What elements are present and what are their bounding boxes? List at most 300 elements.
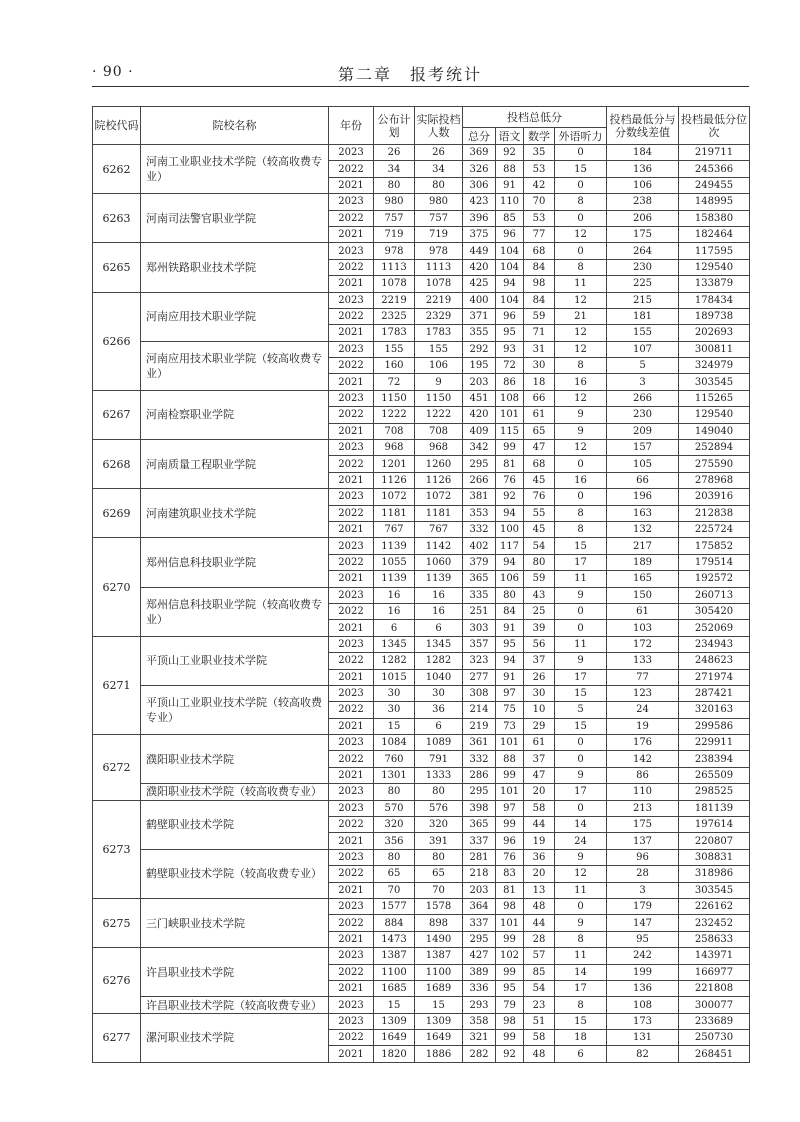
listening-cell: 0 [555, 243, 607, 259]
diff-cell: 230 [607, 407, 679, 423]
year-cell: 2021 [329, 620, 374, 636]
listening-cell: 0 [555, 800, 607, 816]
diff-cell: 217 [607, 538, 679, 554]
listening-cell: 0 [555, 210, 607, 226]
rank-cell: 226162 [679, 898, 750, 914]
actual-cell: 34 [415, 161, 463, 177]
total-cell: 281 [463, 849, 496, 865]
diff-cell: 136 [607, 161, 679, 177]
chinese-cell: 73 [496, 718, 524, 734]
listening-cell: 0 [555, 456, 607, 472]
diff-cell: 110 [607, 784, 679, 800]
listening-cell: 12 [555, 866, 607, 882]
header-rule [92, 86, 749, 87]
col-header-rank: 投档最低分位次 [679, 107, 750, 145]
diff-cell: 107 [607, 341, 679, 357]
plan-cell: 6 [374, 620, 415, 636]
year-cell: 2023 [329, 685, 374, 701]
chinese-cell: 97 [496, 685, 524, 701]
listening-cell: 11 [555, 571, 607, 587]
diff-cell: 206 [607, 210, 679, 226]
actual-cell: 1181 [415, 505, 463, 521]
chinese-cell: 84 [496, 603, 524, 619]
listening-cell: 17 [555, 554, 607, 570]
table-body [93, 145, 750, 1063]
math-cell: 43 [524, 587, 555, 603]
total-cell: 425 [463, 276, 496, 292]
year-cell: 2022 [329, 603, 374, 619]
chinese-cell: 91 [496, 620, 524, 636]
plan-cell: 719 [374, 226, 415, 242]
total-cell: 396 [463, 210, 496, 226]
listening-cell: 15 [555, 718, 607, 734]
plan-cell: 1309 [374, 1013, 415, 1029]
total-cell: 355 [463, 325, 496, 341]
math-cell: 68 [524, 243, 555, 259]
college-name-cell: 鹤壁职业技术学院（较高收费专业） [141, 849, 329, 898]
year-cell: 2022 [329, 554, 374, 570]
diff-cell: 147 [607, 915, 679, 931]
total-cell: 295 [463, 931, 496, 947]
year-cell: 2022 [329, 505, 374, 521]
rank-cell: 166977 [679, 964, 750, 980]
math-cell: 58 [524, 800, 555, 816]
math-cell: 70 [524, 194, 555, 210]
chinese-cell: 98 [496, 898, 524, 914]
diff-cell: 155 [607, 325, 679, 341]
math-cell: 13 [524, 882, 555, 898]
table-row [93, 685, 750, 701]
chinese-cell: 95 [496, 980, 524, 996]
plan-cell: 1387 [374, 948, 415, 964]
chinese-cell: 115 [496, 423, 524, 439]
college-name-cell: 濮阳职业技术学院（较高收费专业） [141, 784, 329, 800]
diff-cell: 175 [607, 817, 679, 833]
total-cell: 409 [463, 423, 496, 439]
diff-cell: 77 [607, 669, 679, 685]
table-row [93, 538, 750, 554]
actual-cell: 36 [415, 702, 463, 718]
rank-cell: 197614 [679, 817, 750, 833]
chinese-cell: 108 [496, 390, 524, 406]
listening-cell: 18 [555, 1030, 607, 1046]
chinese-cell: 76 [496, 472, 524, 488]
actual-cell: 1040 [415, 669, 463, 685]
listening-cell: 0 [555, 620, 607, 636]
listening-cell: 0 [555, 898, 607, 914]
year-cell: 2023 [329, 489, 374, 505]
plan-cell: 1649 [374, 1030, 415, 1046]
chinese-cell: 94 [496, 276, 524, 292]
total-cell: 326 [463, 161, 496, 177]
actual-cell: 26 [415, 145, 463, 161]
math-cell: 56 [524, 636, 555, 652]
diff-cell: 137 [607, 833, 679, 849]
chinese-cell: 83 [496, 866, 524, 882]
year-cell: 2022 [329, 358, 374, 374]
rank-cell: 248623 [679, 653, 750, 669]
plan-cell: 1139 [374, 571, 415, 587]
actual-cell: 791 [415, 751, 463, 767]
rank-cell: 115265 [679, 390, 750, 406]
rank-cell: 233689 [679, 1013, 750, 1029]
year-cell: 2021 [329, 374, 374, 390]
plan-cell: 1072 [374, 489, 415, 505]
actual-cell: 155 [415, 341, 463, 357]
chinese-cell: 100 [496, 521, 524, 537]
listening-cell: 15 [555, 538, 607, 554]
chinese-cell: 94 [496, 505, 524, 521]
year-cell: 2022 [329, 161, 374, 177]
year-cell: 2023 [329, 390, 374, 406]
total-cell: 218 [463, 866, 496, 882]
diff-cell: 66 [607, 472, 679, 488]
rank-cell: 300811 [679, 341, 750, 357]
total-cell: 342 [463, 440, 496, 456]
table-row [93, 243, 750, 259]
rank-cell: 117595 [679, 243, 750, 259]
math-cell: 55 [524, 505, 555, 521]
total-cell: 358 [463, 1013, 496, 1029]
table-row [93, 800, 750, 816]
total-cell: 332 [463, 521, 496, 537]
actual-cell: 1113 [415, 259, 463, 275]
rank-cell: 192572 [679, 571, 750, 587]
diff-cell: 28 [607, 866, 679, 882]
college-code-cell: 6263 [93, 194, 141, 243]
listening-cell: 21 [555, 308, 607, 324]
rank-cell: 278968 [679, 472, 750, 488]
year-cell: 2023 [329, 948, 374, 964]
actual-cell: 1060 [415, 554, 463, 570]
diff-cell: 173 [607, 1013, 679, 1029]
college-code-cell: 6267 [93, 390, 141, 439]
chinese-cell: 72 [496, 358, 524, 374]
math-cell: 45 [524, 472, 555, 488]
table-row [93, 784, 750, 800]
rank-cell: 250730 [679, 1030, 750, 1046]
col-header-diff: 投档最低分与分数线差值 [607, 107, 679, 145]
table-row [93, 898, 750, 914]
actual-cell: 80 [415, 784, 463, 800]
rank-cell: 229911 [679, 735, 750, 751]
math-cell: 59 [524, 571, 555, 587]
actual-cell: 6 [415, 718, 463, 734]
plan-cell: 1181 [374, 505, 415, 521]
total-cell: 364 [463, 898, 496, 914]
chinese-cell: 99 [496, 931, 524, 947]
rank-cell: 225724 [679, 521, 750, 537]
total-cell: 282 [463, 1046, 496, 1062]
actual-cell: 898 [415, 915, 463, 931]
plan-cell: 155 [374, 341, 415, 357]
year-cell: 2023 [329, 784, 374, 800]
year-cell: 2022 [329, 964, 374, 980]
chinese-cell: 92 [496, 489, 524, 505]
diff-cell: 61 [607, 603, 679, 619]
math-cell: 45 [524, 521, 555, 537]
chinese-cell: 117 [496, 538, 524, 554]
rank-cell: 287421 [679, 685, 750, 701]
plan-cell: 2325 [374, 308, 415, 324]
math-cell: 37 [524, 653, 555, 669]
rank-cell: 303545 [679, 374, 750, 390]
actual-cell: 1072 [415, 489, 463, 505]
actual-cell: 16 [415, 603, 463, 619]
listening-cell: 17 [555, 980, 607, 996]
plan-cell: 2219 [374, 292, 415, 308]
total-cell: 451 [463, 390, 496, 406]
year-cell: 2022 [329, 751, 374, 767]
rank-cell: 260713 [679, 587, 750, 603]
diff-cell: 184 [607, 145, 679, 161]
chinese-cell: 91 [496, 669, 524, 685]
college-name-cell: 郑州信息科技职业学院（较高收费专业） [141, 587, 329, 636]
actual-cell: 978 [415, 243, 463, 259]
actual-cell: 1387 [415, 948, 463, 964]
college-code-cell: 6266 [93, 292, 141, 390]
chinese-cell: 79 [496, 997, 524, 1013]
total-cell: 332 [463, 751, 496, 767]
plan-cell: 978 [374, 243, 415, 259]
chinese-cell: 96 [496, 308, 524, 324]
college-code-cell: 6269 [93, 489, 141, 538]
diff-cell: 133 [607, 653, 679, 669]
total-cell: 371 [463, 308, 496, 324]
listening-cell: 9 [555, 423, 607, 439]
diff-cell: 106 [607, 177, 679, 193]
chinese-cell: 101 [496, 735, 524, 751]
math-cell: 84 [524, 292, 555, 308]
chinese-cell: 92 [496, 1046, 524, 1062]
chinese-cell: 99 [496, 767, 524, 783]
chinese-cell: 95 [496, 325, 524, 341]
table-row [93, 1013, 750, 1029]
plan-cell: 70 [374, 882, 415, 898]
rank-cell: 220807 [679, 833, 750, 849]
plan-cell: 15 [374, 997, 415, 1013]
total-cell: 277 [463, 669, 496, 685]
total-cell: 381 [463, 489, 496, 505]
diff-cell: 103 [607, 620, 679, 636]
total-cell: 353 [463, 505, 496, 521]
college-code-cell: 6272 [93, 735, 141, 801]
admission-statistics-table [92, 106, 750, 1063]
rank-cell: 252894 [679, 440, 750, 456]
year-cell: 2021 [329, 980, 374, 996]
chinese-cell: 101 [496, 915, 524, 931]
plan-cell: 1100 [374, 964, 415, 980]
listening-cell: 17 [555, 669, 607, 685]
listening-cell: 9 [555, 407, 607, 423]
table-row [93, 997, 750, 1013]
year-cell: 2023 [329, 538, 374, 554]
table-row [93, 341, 750, 357]
year-cell: 2021 [329, 767, 374, 783]
year-cell: 2022 [329, 866, 374, 882]
math-cell: 31 [524, 341, 555, 357]
total-cell: 365 [463, 571, 496, 587]
diff-cell: 199 [607, 964, 679, 980]
math-cell: 39 [524, 620, 555, 636]
plan-cell: 1084 [374, 735, 415, 751]
math-cell: 76 [524, 489, 555, 505]
page-number: · 90 · [92, 64, 134, 80]
listening-cell: 8 [555, 194, 607, 210]
diff-cell: 266 [607, 390, 679, 406]
rank-cell: 221808 [679, 980, 750, 996]
college-name-cell: 平顶山工业职业技术学院（较高收费专业） [141, 685, 329, 734]
listening-cell: 12 [555, 390, 607, 406]
actual-cell: 320 [415, 817, 463, 833]
math-cell: 59 [524, 308, 555, 324]
total-cell: 321 [463, 1030, 496, 1046]
plan-cell: 30 [374, 702, 415, 718]
rank-cell: 212838 [679, 505, 750, 521]
actual-cell: 1333 [415, 767, 463, 783]
year-cell: 2022 [329, 210, 374, 226]
college-name-cell: 三门峡职业技术学院 [141, 898, 329, 947]
math-cell: 71 [524, 325, 555, 341]
plan-cell: 30 [374, 685, 415, 701]
rank-cell: 148995 [679, 194, 750, 210]
college-name-cell: 许昌职业技术学院 [141, 948, 329, 997]
year-cell: 2023 [329, 849, 374, 865]
plan-cell: 1282 [374, 653, 415, 669]
diff-cell: 131 [607, 1030, 679, 1046]
year-cell: 2022 [329, 407, 374, 423]
diff-cell: 181 [607, 308, 679, 324]
college-code-cell: 6277 [93, 1013, 141, 1062]
listening-cell: 0 [555, 751, 607, 767]
college-code-cell: 6271 [93, 636, 141, 734]
listening-cell: 12 [555, 325, 607, 341]
math-cell: 77 [524, 226, 555, 242]
year-cell: 2023 [329, 341, 374, 357]
year-cell: 2023 [329, 997, 374, 1013]
chinese-cell: 110 [496, 194, 524, 210]
table-row [93, 145, 750, 161]
math-cell: 18 [524, 374, 555, 390]
plan-cell: 80 [374, 784, 415, 800]
diff-cell: 189 [607, 554, 679, 570]
plan-cell: 1473 [374, 931, 415, 947]
total-cell: 336 [463, 980, 496, 996]
total-cell: 365 [463, 817, 496, 833]
plan-cell: 72 [374, 374, 415, 390]
listening-cell: 8 [555, 997, 607, 1013]
col-header-math: 数学 [524, 128, 555, 145]
actual-cell: 1142 [415, 538, 463, 554]
plan-cell: 1126 [374, 472, 415, 488]
listening-cell: 12 [555, 292, 607, 308]
total-cell: 203 [463, 882, 496, 898]
listening-cell: 15 [555, 685, 607, 701]
listening-cell: 9 [555, 587, 607, 603]
rank-cell: 308831 [679, 849, 750, 865]
admission-table-container [92, 106, 749, 1063]
diff-cell: 176 [607, 735, 679, 751]
college-name-cell: 濮阳职业技术学院 [141, 735, 329, 784]
year-cell: 2021 [329, 571, 374, 587]
total-cell: 203 [463, 374, 496, 390]
listening-cell: 8 [555, 358, 607, 374]
plan-cell: 26 [374, 145, 415, 161]
year-cell: 2021 [329, 226, 374, 242]
plan-cell: 1577 [374, 898, 415, 914]
math-cell: 28 [524, 931, 555, 947]
listening-cell: 11 [555, 948, 607, 964]
table-row [93, 390, 750, 406]
total-cell: 292 [463, 341, 496, 357]
plan-cell: 1345 [374, 636, 415, 652]
actual-cell: 1126 [415, 472, 463, 488]
math-cell: 44 [524, 915, 555, 931]
table-row [93, 948, 750, 964]
total-cell: 375 [463, 226, 496, 242]
college-code-cell: 6268 [93, 440, 141, 489]
chinese-cell: 94 [496, 653, 524, 669]
college-name-cell: 鹤壁职业技术学院 [141, 800, 329, 849]
math-cell: 80 [524, 554, 555, 570]
diff-cell: 209 [607, 423, 679, 439]
rank-cell: 181139 [679, 800, 750, 816]
college-code-cell: 6265 [93, 243, 141, 292]
college-name-cell: 河南质量工程职业学院 [141, 440, 329, 489]
rank-cell: 189738 [679, 308, 750, 324]
year-cell: 2022 [329, 915, 374, 931]
year-cell: 2021 [329, 669, 374, 685]
college-code-cell: 6275 [93, 898, 141, 947]
total-cell: 293 [463, 997, 496, 1013]
diff-cell: 150 [607, 587, 679, 603]
college-name-cell: 郑州信息科技职业学院 [141, 538, 329, 587]
diff-cell: 230 [607, 259, 679, 275]
rank-cell: 175852 [679, 538, 750, 554]
year-cell: 2023 [329, 145, 374, 161]
rank-cell: 133879 [679, 276, 750, 292]
diff-cell: 95 [607, 931, 679, 947]
listening-cell: 24 [555, 833, 607, 849]
math-cell: 53 [524, 161, 555, 177]
year-cell: 2022 [329, 456, 374, 472]
table-row [93, 489, 750, 505]
math-cell: 48 [524, 1046, 555, 1062]
listening-cell: 8 [555, 931, 607, 947]
math-cell: 57 [524, 948, 555, 964]
chinese-cell: 93 [496, 341, 524, 357]
rank-cell: 320163 [679, 702, 750, 718]
chinese-cell: 104 [496, 292, 524, 308]
col-header-year: 年份 [329, 107, 374, 145]
chinese-cell: 86 [496, 374, 524, 390]
actual-cell: 757 [415, 210, 463, 226]
table-row [93, 194, 750, 210]
actual-cell: 80 [415, 849, 463, 865]
rank-cell: 238394 [679, 751, 750, 767]
listening-cell: 11 [555, 636, 607, 652]
rank-cell: 298525 [679, 784, 750, 800]
total-cell: 337 [463, 833, 496, 849]
rank-cell: 129540 [679, 407, 750, 423]
math-cell: 23 [524, 997, 555, 1013]
table-row [93, 587, 750, 603]
math-cell: 47 [524, 440, 555, 456]
actual-cell: 2329 [415, 308, 463, 324]
math-cell: 58 [524, 1030, 555, 1046]
listening-cell: 17 [555, 784, 607, 800]
diff-cell: 157 [607, 440, 679, 456]
